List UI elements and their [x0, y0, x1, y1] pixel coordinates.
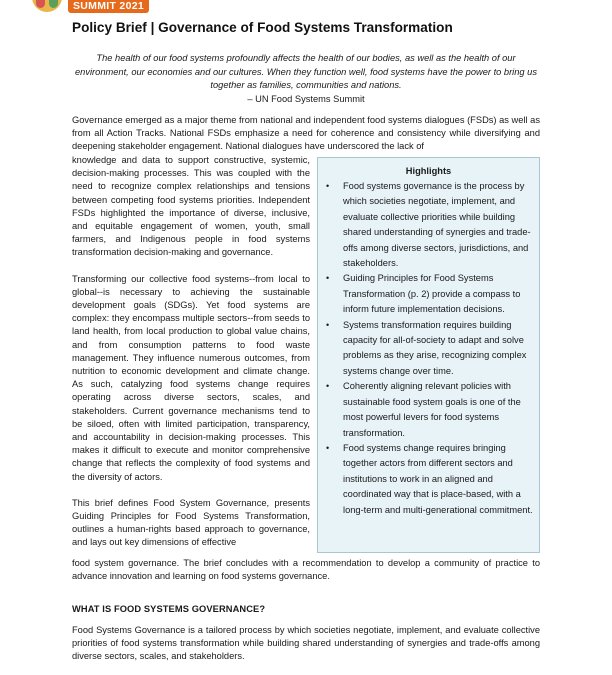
highlight-item	[326, 318, 533, 380]
summit-logo	[20, 0, 150, 14]
highlight-text: Food systems change requires bringing together actors from different sectors and institutions to work in an aligned and coordinated way that is place-based, with a long-term and multi-generational commitment.	[343, 442, 533, 515]
intro-paragraph: Governance emerged as a major theme from national and independent food systems dialogues (FSDs) as well as from all Action Tracks. National FSDs emphasize a need for coherence and consistency while diversifying and deepening stakeholder engagement. National dialogues have underscored the lack of	[72, 115, 540, 152]
bullet-icon: •	[326, 273, 330, 284]
highlights-box	[317, 157, 540, 553]
highlight-item	[326, 441, 533, 518]
highlight-text: Guiding Principles for Food Systems Transformation (p. 2) provide a compass to inform future implementation decisions.	[343, 273, 521, 315]
highlight-text: Food systems governance is the process by which societies negotiate, implement, and evaluate collective priorities while building shared understanding of synergies and trade-offs among diverse sectors, jurisdictions, and stakeholders.	[343, 181, 531, 269]
left-column	[72, 154, 310, 550]
highlights-title: Highlights	[405, 166, 452, 176]
bullet-icon: •	[326, 381, 330, 392]
highlight-item	[326, 179, 533, 271]
highlight-item	[326, 271, 533, 317]
brief-overview-paragraph-continued: food system governance. The brief concludes with a recommendation to develop a community of practice to advance innovation and learning on food systems governance.	[72, 558, 540, 582]
quote-attribution: – UN Food Systems Summit	[247, 93, 365, 104]
summit-logo-emblem	[32, 0, 62, 12]
bullet-icon: •	[326, 442, 330, 453]
intro-paragraph-continued: knowledge and data to support constructive, systemic, decision-making processes. This was coupled with the need to recognize complex relationships and tensions between competing food systems priorities. Independent FSDs highlighted the importance of diverse, inclusive, and equitable engagement of women, youth, small farmers, and Indigenous people in food systems transformation decision-making and governance.	[72, 155, 310, 258]
section-heading: WHAT IS FOOD SYSTEMS GOVERNANCE?	[72, 604, 266, 614]
summit-logo-badge: SUMMIT 2021	[68, 0, 149, 13]
highlight-item	[326, 379, 533, 441]
transformation-paragraph: Transforming our collective food systems--from local to global--is necessary to achieving the sustainable development goals (SDGs). Yet food systems are complex: they encompass multiple sectors--from seeds to land health, from local production to global value chains, and from consumption patterns to food waste management. They influence numerous outcomes, from nutrition to economic development and climate change. As such, catalyzing food systems change requires operating across diverse sectors, scales, and stakeholders. Current governance mechanisms tend to be siloed, often with limited participation, transparency, and accountability in decision-making processes. This makes it difficult to execute and monitor comprehensive change that reflects the complexity of food systems and the diversity of actors.	[72, 273, 310, 482]
bullet-icon: •	[326, 181, 330, 191]
page-title: Policy Brief | Governance of Food Systems Transformation	[72, 20, 453, 35]
highlight-text: Systems transformation requires building capacity for all-of-society to adapt and solve problems as they arise, recognizing complex systems change over time.	[343, 319, 527, 376]
brief-overview-paragraph: This brief defines Food System Governance, presents Guiding Principles for Food Systems Transformation, outlines a human-rights based approach to governance, and lays out key dimensions of effective	[72, 497, 310, 548]
highlight-text: Coherently aligning relevant policies with sustainable food system goals is one of the most powerful levers for food systems transformation.	[343, 381, 521, 438]
bullet-icon: •	[326, 319, 330, 330]
highlights-list	[318, 179, 539, 518]
quote-text: The health of our food systems profoundly affects the health of our bodies, as well as the health of our environment, our economies and our cultures. When they function well, food systems have the power to bring us together as families, communities and nations.	[75, 53, 537, 91]
definition-paragraph: Food Systems Governance is a tailored process by which societies negotiate, implement, and evaluate collective priorities of food systems transformation while building shared understanding of synergies and trade-offs among diverse sectors, scales, and stakeholders.	[72, 625, 540, 662]
epigraph-quote	[72, 52, 540, 106]
